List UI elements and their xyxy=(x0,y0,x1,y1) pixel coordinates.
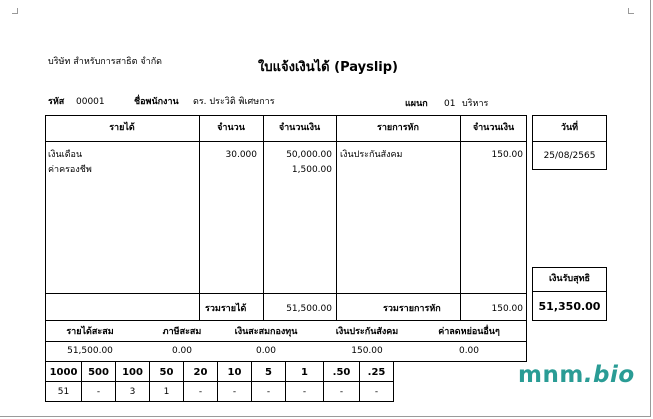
accumulated-divider-bottom xyxy=(45,361,527,362)
total-income-label: รวมรายได้ xyxy=(205,304,247,314)
income-row-qty: 30.000 xyxy=(225,150,257,160)
denom-count: - xyxy=(302,387,307,397)
date-label: วันที่ xyxy=(560,123,579,133)
denom-count: - xyxy=(198,387,203,397)
net-pay-box-divider xyxy=(532,291,607,292)
header-deduct-amount: จำนวนเงิน xyxy=(472,123,515,133)
denom-count: - xyxy=(232,387,237,397)
accum-header: ค่าลดหย่อนอื่นๆ xyxy=(438,327,500,337)
employee-name: ดร. ประวิติ พิเศษการ xyxy=(193,97,275,107)
date-value: 25/08/2565 xyxy=(543,151,596,161)
income-table-frame xyxy=(45,115,527,321)
watermark-part2: .bio xyxy=(583,362,635,388)
denom-col-line xyxy=(393,361,394,402)
income-row-amount: 1,500.00 xyxy=(291,165,332,175)
total-deduct-label: รวมรายการหัก xyxy=(383,304,441,314)
department-code: 01 xyxy=(444,99,456,109)
denom-count: 1 xyxy=(163,387,170,397)
employee-name-label: ชื่อพนักงาน xyxy=(134,97,179,107)
income-table-header-divider xyxy=(45,141,527,142)
header-amount: จำนวนเงิน xyxy=(278,123,321,133)
employee-id-label: รหัส xyxy=(48,97,65,107)
crop-mark-top-left xyxy=(12,8,18,14)
denom-label: .25 xyxy=(367,367,386,378)
accum-value: 0.00 xyxy=(458,346,480,356)
col-divider-deduct-amount xyxy=(460,115,461,321)
watermark xyxy=(518,362,635,388)
income-row-item: เงินเดือน xyxy=(48,150,83,160)
accumulated-divider-top xyxy=(45,341,527,342)
accum-value: 150.00 xyxy=(351,346,383,356)
total-deduct-value: 150.00 xyxy=(491,304,523,314)
crop-mark-top-right xyxy=(628,8,634,14)
denom-label: 10 xyxy=(227,367,242,378)
header-deduct-item: รายการหัก xyxy=(377,123,419,133)
net-pay-label: เงินรับสุทธิ xyxy=(548,274,591,284)
department-name: บริหาร xyxy=(462,99,489,109)
header-qty: จำนวน xyxy=(217,123,245,133)
accum-value: 51,500.00 xyxy=(67,346,113,356)
denom-label: 50 xyxy=(159,367,174,378)
denom-count: - xyxy=(266,387,271,397)
watermark-part1: mnm xyxy=(518,362,584,388)
accum-header: เงินสะสมกองทุน xyxy=(234,327,298,337)
denom-label: .50 xyxy=(332,367,351,378)
accum-header: ภาษีสะสม xyxy=(162,327,202,337)
denom-bottom-border xyxy=(45,401,394,402)
accum-value: 0.00 xyxy=(171,346,193,356)
accum-header: เงินประกันสังคม xyxy=(335,327,399,337)
accum-header: รายได้สะสม xyxy=(66,327,114,337)
total-income-value: 51,500.00 xyxy=(286,304,332,314)
denom-label: 1 xyxy=(301,367,308,378)
date-box-divider xyxy=(532,141,607,142)
accum-value: 0.00 xyxy=(255,346,277,356)
denom-label: 1000 xyxy=(49,367,78,378)
denom-label: 20 xyxy=(193,367,208,378)
company-name: บริษัท สำหรับการสาธิต จำกัด xyxy=(48,57,163,67)
net-pay-value: 51,350.00 xyxy=(538,300,601,313)
deduct-row-item: เงินประกันสังคม xyxy=(340,150,403,160)
denom-row-divider xyxy=(45,381,394,382)
denom-count: 51 xyxy=(57,387,70,397)
employee-id: 00001 xyxy=(76,97,105,107)
denom-count: - xyxy=(339,387,344,397)
income-table-total-divider xyxy=(45,293,527,294)
denom-label: 100 xyxy=(122,367,143,378)
deduct-row-amount: 150.00 xyxy=(491,150,523,160)
page-title: ใบแจ้งเงินได้ (Payslip) xyxy=(258,60,398,75)
denom-label: 5 xyxy=(265,367,272,378)
income-row-item: ค่าครองชีพ xyxy=(48,165,92,175)
accumulated-right-border xyxy=(526,321,527,362)
denom-count: - xyxy=(96,387,101,397)
denom-count: 3 xyxy=(129,387,136,397)
department-label: แผนก xyxy=(405,99,428,109)
denom-count: - xyxy=(374,387,379,397)
header-income-item: รายได้ xyxy=(109,123,135,133)
col-divider-amount xyxy=(263,115,264,321)
col-divider-qty xyxy=(199,115,200,321)
denom-label: 500 xyxy=(88,367,109,378)
income-row-amount: 50,000.00 xyxy=(286,150,332,160)
col-divider-deduct xyxy=(336,115,337,321)
